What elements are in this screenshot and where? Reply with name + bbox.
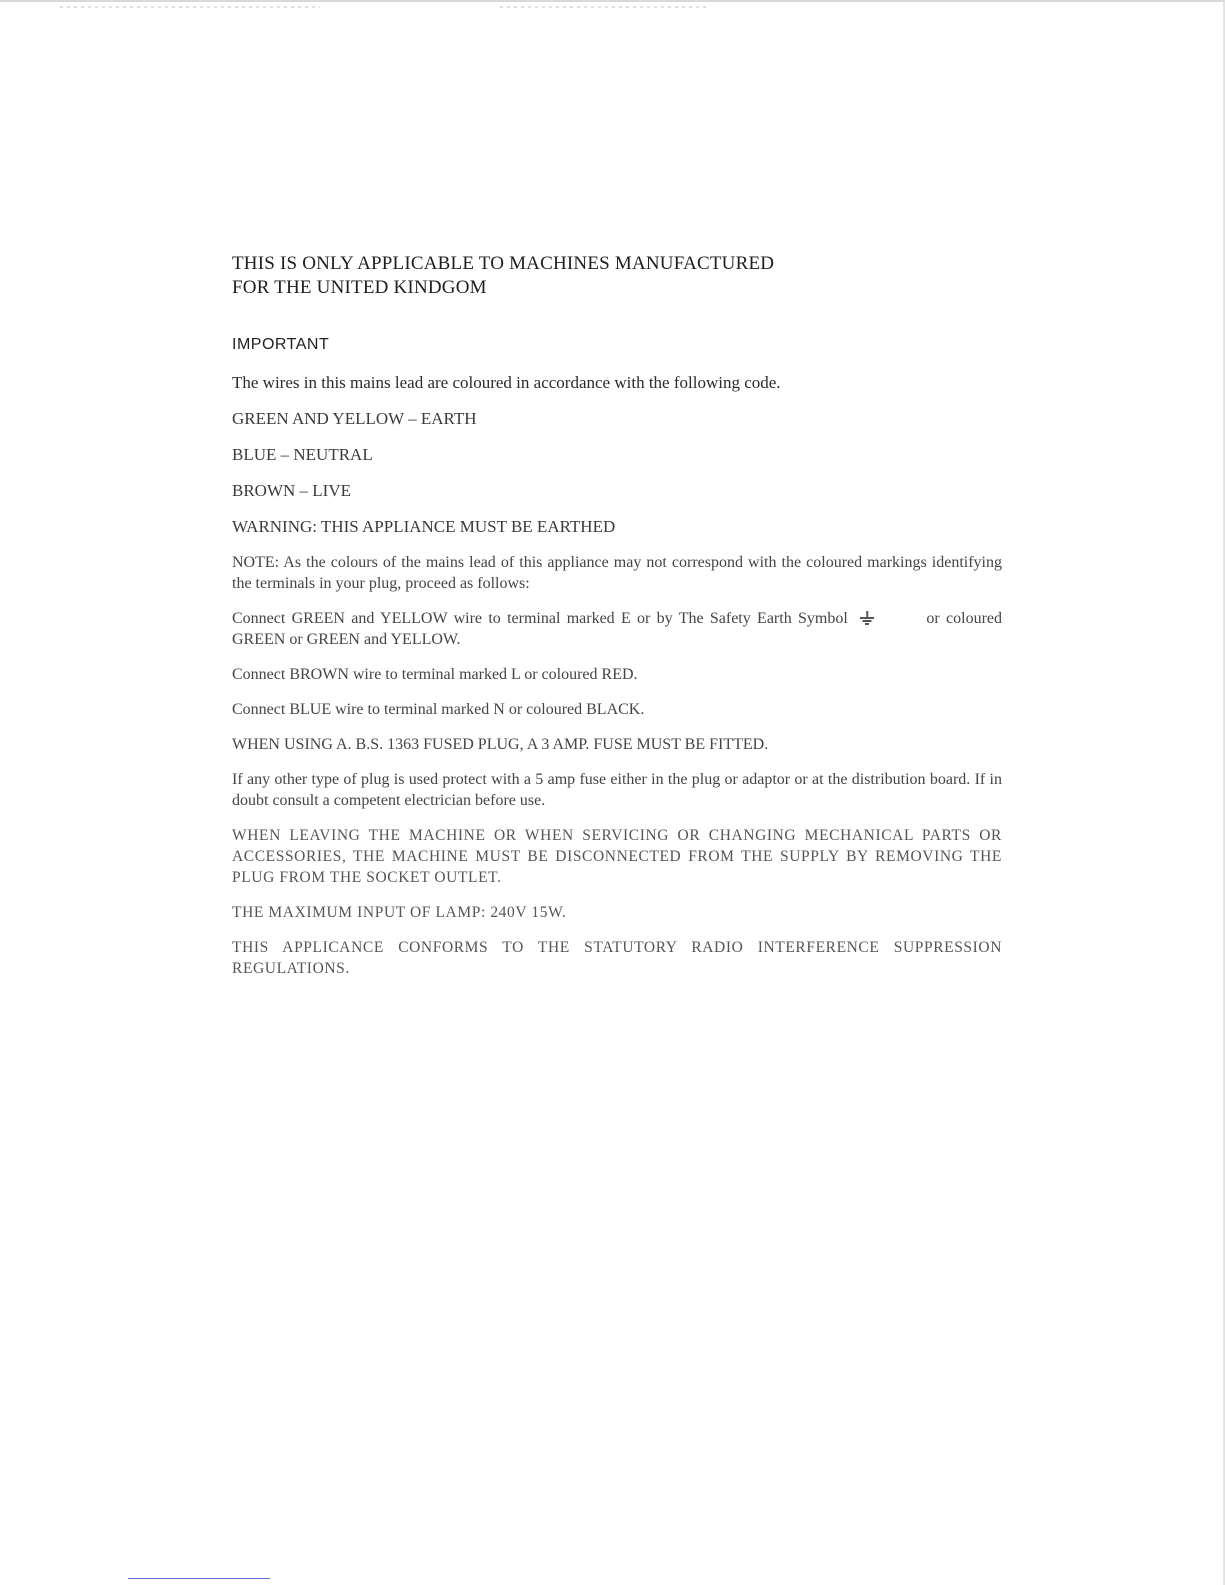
document-body [232,252,1002,993]
fuse-rule-paragraph: WHEN USING A. B.S. 1363 FUSED PLUG, A 3 AMP. FUSE MUST BE FITTED. [232,736,769,753]
scan-noise-right [500,6,710,8]
connect-green-paragraph [232,608,1002,650]
note-paragraph: NOTE: As the colours of the mains lead of this appliance may not correspond with the coloured markings identifying the terminals in your plug, proceed as follows: [232,554,1002,592]
connect-green-text-end: or coloured GREEN or GREEN and YELLOW. [232,610,1003,648]
scan-underline-mark [128,1578,270,1579]
other-plug-paragraph: If any other type of plug is used protect with a 5 amp fuse either in the plug or adaptor or at the distribution board. If in doubt consult a competent electrician before use. [232,771,1002,809]
warning-text: WARNING: THIS APPLIANCE MUST BE EARTHED [232,517,616,536]
code-neutral: BLUE – NEUTRAL [232,445,373,464]
heading-line-1: THIS IS ONLY APPLICABLE TO MACHINES MANUFACTURED [232,253,775,274]
heading-line-2: FOR THE UNITED KINDGOM [232,277,487,298]
applicability-heading [232,252,1002,300]
connect-blue-paragraph: Connect BLUE wire to terminal marked N or coloured BLACK. [232,701,645,718]
code-live: BROWN – LIVE [232,481,351,500]
code-earth: GREEN AND YELLOW – EARTH [232,409,477,428]
lamp-paragraph: THE MAXIMUM INPUT OF LAMP: 240V 15W. [232,904,567,921]
conforms-paragraph: THIS APPLICANCE CONFORMS TO THE STATUTORY RADIO INTERFERENCE SUPPRESSION REGULATIONS. [232,939,1002,977]
scan-noise-left [60,6,320,8]
connect-green-text: Connect GREEN and YELLOW wire to terminal marked E or by The Safety Earth Symbol [232,610,848,627]
important-label: IMPORTANT [232,336,330,353]
connect-brown-paragraph: Connect BROWN wire to terminal marked L or coloured RED. [232,666,638,683]
intro-text: The wires in this mains lead are coloured in accordance with the following code. [232,373,781,392]
earth-ground-icon [860,611,874,625]
disconnect-paragraph: WHEN LEAVING THE MACHINE OR WHEN SERVICING OR CHANGING MECHANICAL PARTS OR ACCESSORIES, THE MACHINE MUST BE DISCONNECTED FROM THE SUPPLY BY REMOVING THE PLUG FROM THE SOCKET OUTLET. [232,827,1002,886]
